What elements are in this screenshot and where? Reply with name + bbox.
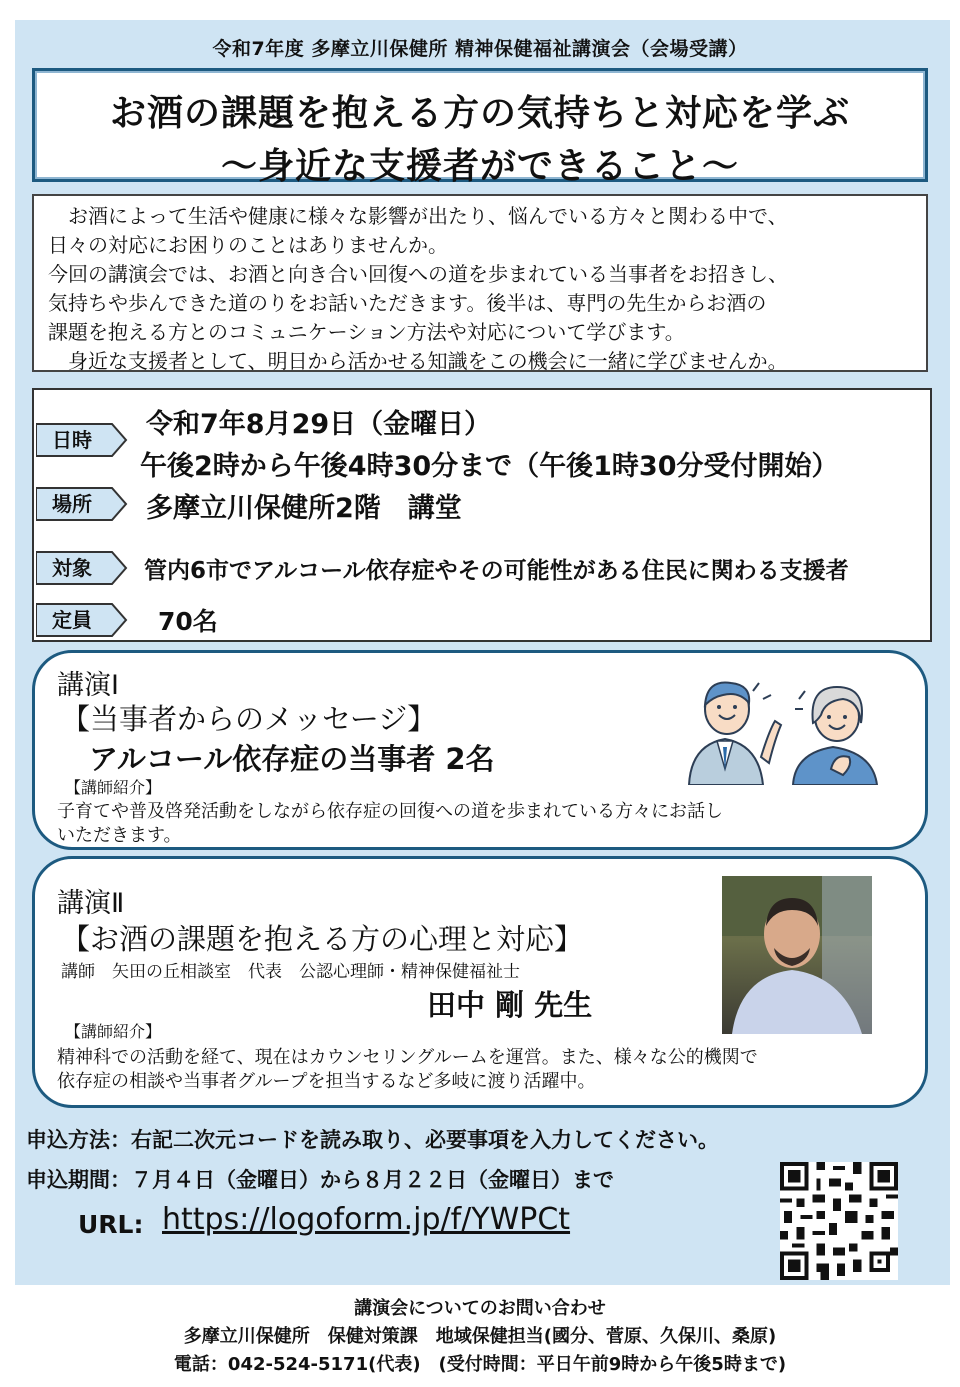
- lecture1-intro-label: 【講師紹介】: [65, 778, 162, 797]
- speaker-photo: [722, 876, 872, 1034]
- apply-method: 申込方法：右記二次元コードを読み取り、必要事項を入力してください。: [26, 1128, 719, 1152]
- lecture1-title: 【当事者からのメッセージ】: [61, 702, 437, 736]
- event-date: 令和7年8月29日（金曜日）: [146, 409, 492, 440]
- event-time: 午後2時から午後4時30分まで（午後1時30分受付開始）: [140, 451, 839, 482]
- lecture2-intro-line2: 依存症の相談や当事者グループを担当するなど多岐に渡り活躍中。: [57, 1071, 596, 1092]
- lecture1-intro-line1: 子育てや普及啓発活動をしながら依存症の回復への道を歩まれている方々にお話し: [57, 801, 723, 822]
- event-place: 多摩立川保健所2階 講堂: [146, 493, 462, 524]
- intro-box: [32, 194, 928, 372]
- event-target: 管内6市でアルコール依存症やその可能性がある住民に関わる支援者: [144, 558, 849, 584]
- event-capacity: 70名: [158, 607, 218, 636]
- lecture1-box: [32, 650, 928, 850]
- intro-line: お酒によって生活や健康に様々な影響が出たり、悩んでいる方々と関わる中で、: [48, 204, 788, 228]
- capacity-tag: [36, 602, 128, 636]
- target-tag-label: 対象: [52, 556, 92, 580]
- intro-line: 日々の対応にお困りのことはありませんか。: [48, 233, 448, 257]
- contact-dept: 多摩立川保健所 保健対策課 地域保健担当(國分、菅原、久保川、桑原): [183, 1326, 777, 1347]
- event-info-box: [32, 388, 932, 642]
- lecture1-speaker: アルコール依存症の当事者 2名: [89, 742, 495, 776]
- contact-heading: 講演会についてのお問い合わせ: [354, 1298, 606, 1319]
- people-illustration: [683, 673, 883, 785]
- intro-line: 今回の講演会では、お酒と向き合い回復への道を歩まれている当事者をお招きし、: [48, 262, 788, 286]
- title-box: [32, 68, 928, 187]
- main-subtitle: ～身近な支援者ができること～: [220, 146, 739, 187]
- lecture2-intro-label: 【講師紹介】: [65, 1022, 162, 1041]
- target-tag: [36, 550, 128, 584]
- lecture2-intro-line1: 精神科での活動を経て、現在はカウンセリングルームを運営。また、様々な公的機関で: [57, 1047, 758, 1068]
- main-title: お酒の課題を抱える方の気持ちと対応を学ぶ: [109, 93, 850, 134]
- qr-code-icon[interactable]: [780, 1162, 898, 1280]
- contact-phone: 電話：042-524-5171(代表) (受付時間：平日午前9時から午後5時まで): [173, 1354, 787, 1375]
- url-label: URL:: [78, 1210, 144, 1239]
- lecture2-heading: 講演Ⅱ: [57, 888, 125, 919]
- application-url-link[interactable]: https://logoform.jp/f/YWPCt: [162, 1202, 571, 1237]
- capacity-tag-label: 定員: [52, 608, 92, 632]
- event-subtitle: 令和7年度 多摩立川保健所 精神保健福祉講演会（会場受講）: [212, 38, 748, 60]
- date-tag-label: 日時: [52, 428, 92, 452]
- apply-period: 申込期間：７月４日（金曜日）から８月２２日（金曜日）まで: [26, 1168, 614, 1192]
- date-tag: [36, 422, 128, 456]
- lecture2-title: 【お酒の課題を抱える方の心理と対応】: [61, 922, 584, 956]
- place-tag: [36, 486, 128, 520]
- intro-line: 課題を抱える方とのコミュニケーション方法や対応について学びます。: [48, 320, 685, 344]
- lecture2-role: 講師 矢田の丘相談室 代表 公認心理師・精神保健福祉士: [61, 962, 520, 982]
- intro-line: 身近な支援者として、明日から活かせる知識をこの機会に一緒に学びませんか。: [48, 349, 788, 373]
- intro-line: 気持ちや歩んできた道のりをお話いただきます。後半は、専門の先生からお酒の: [48, 291, 767, 315]
- lecture1-heading: 講演Ⅰ: [57, 670, 119, 701]
- lecture1-intro-line2: いただきます。: [57, 825, 182, 846]
- place-tag-label: 場所: [52, 492, 92, 516]
- lecture2-speaker: 田中 剛 先生: [427, 988, 593, 1022]
